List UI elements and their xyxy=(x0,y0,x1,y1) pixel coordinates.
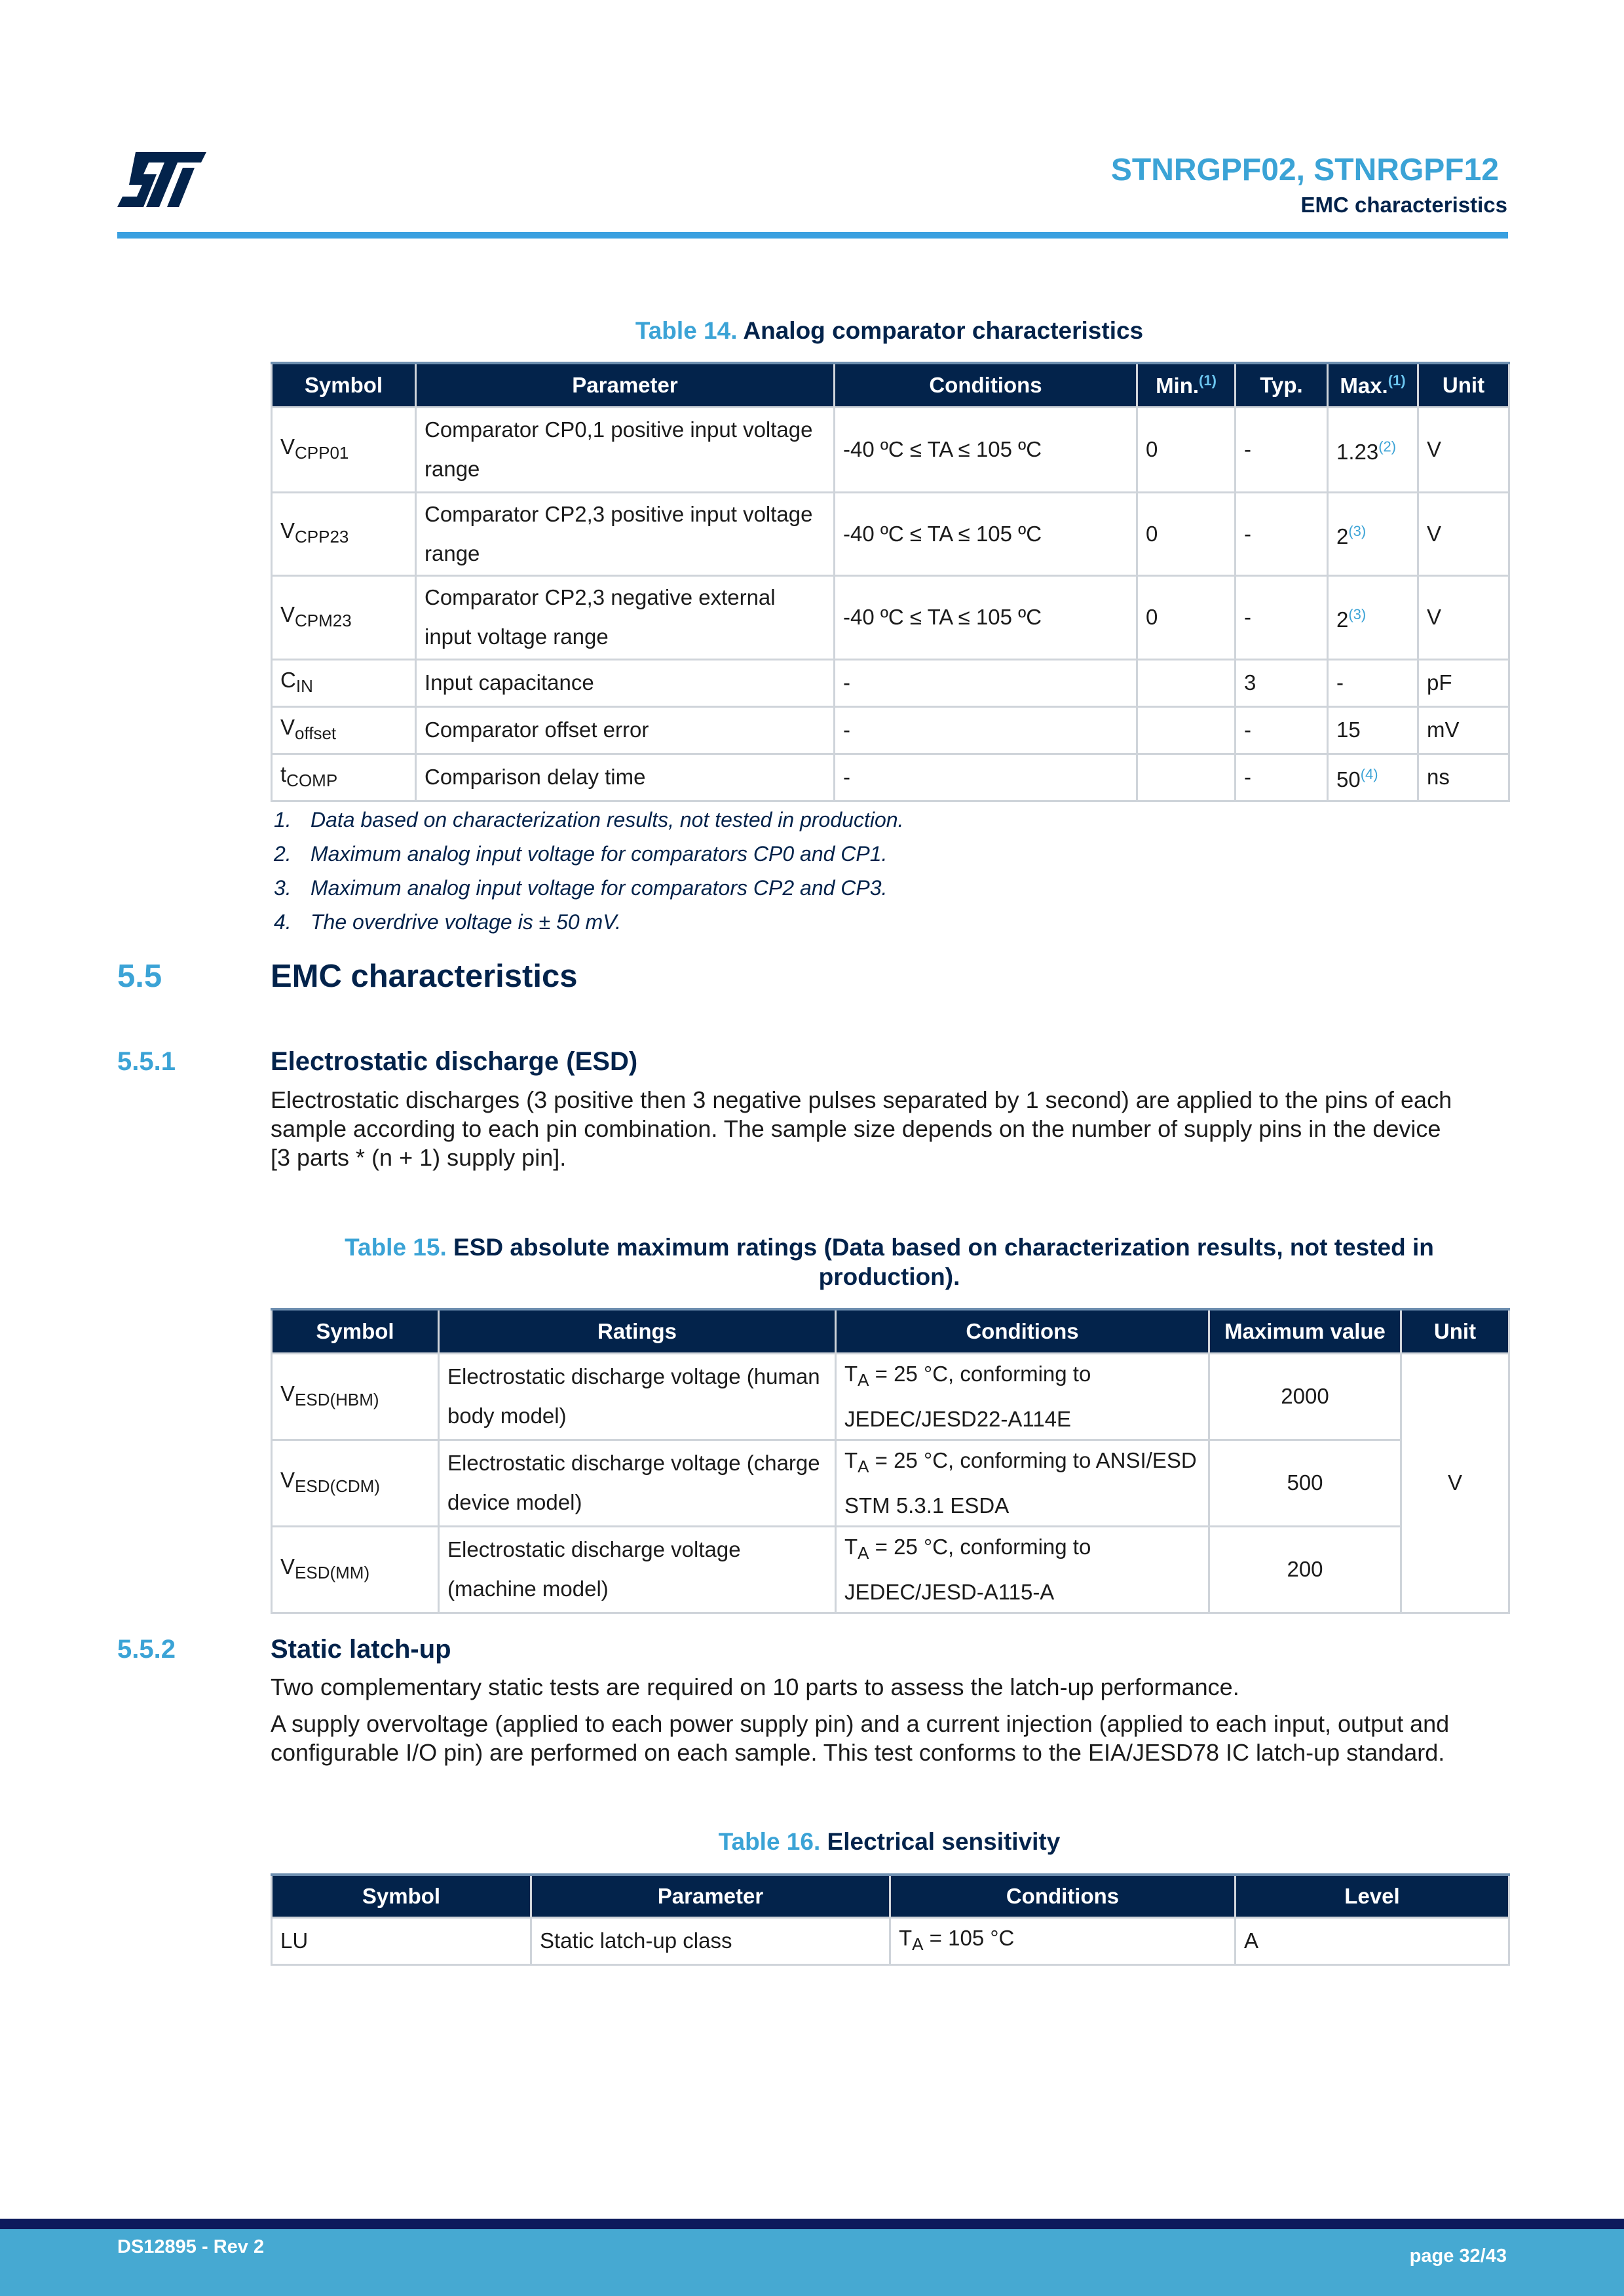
table-cell xyxy=(1328,659,1418,706)
table-cell xyxy=(1418,492,1509,575)
column-header xyxy=(272,363,416,407)
table-cell xyxy=(416,754,835,801)
cell-subscript: ESD(CDM) xyxy=(295,1476,381,1496)
section-title: EMC characteristics xyxy=(271,959,578,994)
table-cell xyxy=(835,575,1137,659)
cell-text: Unit xyxy=(1433,1318,1477,1343)
column-header xyxy=(1418,363,1509,407)
column-header xyxy=(272,1875,531,1917)
table-cell xyxy=(272,659,416,706)
table-cell xyxy=(1209,1526,1401,1613)
cell-text: Input capacitance xyxy=(425,670,594,695)
table-cell xyxy=(1328,754,1418,801)
table-cell xyxy=(835,492,1137,575)
cell-text: Symbol xyxy=(304,372,383,397)
cell-subscript: COMP xyxy=(286,770,338,790)
header-divider xyxy=(117,232,1508,239)
cell-text: C xyxy=(280,667,296,692)
paragraph-line: sample according to each pin combination. The sample size depends on the number of supply pins in the device xyxy=(271,1115,1441,1142)
table-cell xyxy=(439,1440,836,1526)
cell-text: V xyxy=(280,714,295,739)
cell-text: Typ. xyxy=(1260,372,1303,397)
cell-text: Ratings xyxy=(597,1318,677,1343)
cell-text: Min. xyxy=(1156,373,1199,398)
table-cell xyxy=(416,407,835,492)
cell-subscript: A xyxy=(858,1542,869,1563)
cell-text: 1.23 xyxy=(1336,440,1379,464)
cell-text: - xyxy=(1244,718,1251,742)
table-cell xyxy=(416,575,835,659)
table14-footnote xyxy=(274,876,887,900)
table-cell xyxy=(1137,754,1236,801)
footnote-ref: (1) xyxy=(1199,372,1217,389)
table14-caption xyxy=(271,316,1508,345)
table-cell xyxy=(439,1526,836,1613)
section-number: 5.5.1 xyxy=(117,1047,176,1076)
table-row xyxy=(272,492,1509,575)
table-cell xyxy=(1418,659,1509,706)
cell-text: Static latch-up class xyxy=(540,1928,732,1953)
cell-text: V xyxy=(280,518,295,543)
table-cell xyxy=(1137,659,1236,706)
table-cell xyxy=(1418,575,1509,659)
cell-text: Conditions xyxy=(1006,1883,1120,1908)
unit-cell xyxy=(1401,1353,1509,1613)
table-cell xyxy=(1209,1440,1401,1526)
esd-ratings-table xyxy=(271,1308,1510,1614)
table16-caption-number: Table 16. xyxy=(718,1828,821,1855)
cell-text: t xyxy=(280,761,287,786)
cell-text: 2 xyxy=(1336,524,1349,548)
footer-band xyxy=(0,2219,1624,2229)
table-cell xyxy=(1236,754,1328,801)
table-cell xyxy=(1418,407,1509,492)
cell-text: LU xyxy=(280,1928,309,1953)
table14-caption-text: Analog comparator characteristics xyxy=(743,317,1144,344)
paragraph-line: configurable I/O pin) are performed on each sample. This test conforms to the EIA/JESD78 IC latch-up standard. xyxy=(271,1739,1445,1766)
cell-text: V xyxy=(280,1554,295,1578)
cell-text: V xyxy=(280,1467,295,1492)
table-cell xyxy=(1236,575,1328,659)
cell-text: ns xyxy=(1427,765,1450,789)
header-row xyxy=(272,1309,1509,1353)
st-logo xyxy=(117,152,206,207)
document-title: STNRGPF02, STNRGPF12 xyxy=(1110,153,1499,187)
cell-text: Parameter xyxy=(657,1883,764,1908)
column-header xyxy=(1328,363,1418,407)
cell-text-rest: = 25 °C, conforming to JEDEC/JESD22-A114E xyxy=(844,1361,1091,1431)
table-cell xyxy=(1137,407,1236,492)
cell-subscript: A xyxy=(858,1369,869,1390)
table-cell xyxy=(1236,1917,1509,1964)
table-cell xyxy=(1137,492,1236,575)
electrical-sensitivity-table xyxy=(271,1873,1510,1966)
header-row xyxy=(272,363,1509,407)
table-cell xyxy=(272,1440,439,1526)
cell-text-rest: = 25 °C, conforming to ANSI/ESD STM 5.3.1 ESDA xyxy=(844,1447,1197,1518)
cell-text: -40 ºC ≤ TA ≤ 105 ºC xyxy=(843,521,1042,546)
table-row xyxy=(272,659,1509,706)
table-cell xyxy=(1328,492,1418,575)
footnote-number: 1. xyxy=(274,808,292,832)
cell-text: V xyxy=(280,434,295,459)
cell-text: V xyxy=(280,1381,295,1406)
section-number: 5.5 xyxy=(117,959,162,994)
column-header xyxy=(439,1309,836,1353)
footnote-ref: (4) xyxy=(1360,766,1378,782)
table-cell xyxy=(272,1526,439,1613)
cell-text: -40 ºC ≤ TA ≤ 105 ºC xyxy=(843,605,1042,629)
table-cell xyxy=(1418,754,1509,801)
table-cell xyxy=(439,1353,836,1440)
cell-text: Electrostatic discharge voltage (charge device model) xyxy=(447,1451,820,1514)
footnote-ref: (2) xyxy=(1378,438,1397,455)
cell-text: Conditions xyxy=(929,372,1042,397)
cell-text: T xyxy=(844,1361,858,1386)
table-cell xyxy=(272,1353,439,1440)
table-cell xyxy=(1137,575,1236,659)
column-header xyxy=(1137,363,1236,407)
table-cell xyxy=(416,659,835,706)
cell-text: -40 ºC ≤ TA ≤ 105 ºC xyxy=(843,437,1042,461)
section-5-5-heading xyxy=(0,958,1624,997)
table-cell xyxy=(836,1353,1209,1440)
table-cell xyxy=(272,706,416,754)
cell-subscript: CPP01 xyxy=(295,442,349,463)
analog-comparator-table xyxy=(271,362,1510,802)
table16-caption-text: Electrical sensitivity xyxy=(827,1828,1061,1855)
footer-page-number: page 32/43 xyxy=(1409,2246,1507,2267)
cell-text: V xyxy=(1427,437,1442,461)
cell-subscript: A xyxy=(912,1934,924,1954)
cell-text: pF xyxy=(1427,670,1452,695)
table-cell xyxy=(1418,706,1509,754)
column-header xyxy=(1236,1875,1509,1917)
column-header xyxy=(1236,363,1328,407)
column-header xyxy=(890,1875,1236,1917)
table-cell xyxy=(1328,706,1418,754)
table-row xyxy=(272,1917,1509,1964)
cell-text: 2 xyxy=(1336,607,1349,632)
cell-text: Electrostatic discharge voltage (machine model) xyxy=(447,1537,741,1601)
cell-text: T xyxy=(844,1534,858,1559)
table14-footnote xyxy=(274,910,621,934)
table-row xyxy=(272,575,1509,659)
cell-subscript: ESD(HBM) xyxy=(295,1389,379,1409)
table-cell xyxy=(835,659,1137,706)
cell-text: Parameter xyxy=(572,372,678,397)
cell-text: - xyxy=(1336,670,1344,695)
table-row xyxy=(272,407,1509,492)
table-cell xyxy=(1236,659,1328,706)
paragraph-line: [3 parts * (n + 1) supply pin]. xyxy=(271,1144,567,1171)
cell-text: - xyxy=(843,765,850,789)
section-title: Electrostatic discharge (ESD) xyxy=(271,1047,638,1076)
table16-caption xyxy=(271,1827,1508,1856)
footnote-number: 2. xyxy=(274,842,292,866)
footnote-ref: (1) xyxy=(1388,372,1406,389)
table-row xyxy=(272,1353,1509,1440)
table15-caption-line1: ESD absolute maximum ratings (Data based on characterization results, not tested in xyxy=(453,1234,1434,1261)
cell-text: Symbol xyxy=(362,1883,441,1908)
footnote-number: 3. xyxy=(274,876,292,900)
cell-text: T xyxy=(844,1447,858,1472)
footnote-number: 4. xyxy=(274,910,292,934)
cell-text: - xyxy=(843,670,850,695)
table-row xyxy=(272,706,1509,754)
table-cell xyxy=(272,575,416,659)
cell-text: A xyxy=(1244,1928,1259,1953)
header-row xyxy=(272,1875,1509,1917)
cell-text: 15 xyxy=(1336,718,1361,742)
paragraph-line: A supply overvoltage (applied to each power supply pin) and a current injection (applied to each input, output and xyxy=(271,1710,1450,1737)
cell-text: - xyxy=(1244,437,1251,461)
cell-text: Max. xyxy=(1340,373,1388,398)
cell-text: Comparator CP2,3 negative external input voltage range xyxy=(425,585,776,649)
cell-text: Comparator CP0,1 positive input voltage range xyxy=(425,417,813,481)
footnote-text: The overdrive voltage is ± 50 mV. xyxy=(311,910,622,934)
column-header xyxy=(272,1309,439,1353)
table-cell xyxy=(835,407,1137,492)
cell-text: Maximum value xyxy=(1224,1318,1386,1343)
table-cell xyxy=(416,492,835,575)
cell-text-rest: = 105 °C xyxy=(923,1925,1015,1950)
table-row xyxy=(272,754,1509,801)
footnote-text: Maximum analog input voltage for comparators CP0 and CP1. xyxy=(311,842,888,866)
section-5-5-2-heading xyxy=(0,1635,1624,1668)
header-section-title: EMC characteristics xyxy=(1300,193,1507,217)
cell-subscript: IN xyxy=(295,676,313,696)
section-number: 5.5.2 xyxy=(117,1635,176,1664)
table-cell xyxy=(890,1917,1236,1964)
table14-caption-number: Table 14. xyxy=(635,317,738,344)
cell-text: - xyxy=(1244,765,1251,789)
table-cell xyxy=(416,706,835,754)
cell-text: Unit xyxy=(1442,372,1485,397)
table-row xyxy=(272,1440,1509,1526)
table-row xyxy=(272,1526,1509,1613)
table-cell xyxy=(272,754,416,801)
cell-text: Electrostatic discharge voltage (human body model) xyxy=(447,1364,820,1428)
table-cell xyxy=(531,1917,890,1964)
cell-text: 500 xyxy=(1287,1470,1323,1495)
table15-caption xyxy=(271,1233,1508,1292)
cell-text-rest: = 25 °C, conforming to JEDEC/JESD-A115-A xyxy=(844,1534,1091,1604)
footnote-ref: (3) xyxy=(1348,522,1367,539)
section-5-5-1-heading xyxy=(0,1047,1624,1080)
cell-text: - xyxy=(843,718,850,742)
cell-text: Symbol xyxy=(316,1318,394,1343)
cell-text: Comparator CP2,3 positive input voltage range xyxy=(425,501,813,565)
esd-paragraph xyxy=(271,1086,1515,1172)
footnote-text: Maximum analog input voltage for comparators CP2 and CP3. xyxy=(311,876,888,900)
cell-subscript: CPP23 xyxy=(295,527,349,546)
cell-text: 0 xyxy=(1146,521,1158,546)
table14-footnote xyxy=(274,842,887,866)
cell-text: 200 xyxy=(1287,1557,1323,1581)
column-header xyxy=(836,1309,1209,1353)
footnote-text: Data based on characterization results, not tested in production. xyxy=(311,808,904,832)
latchup-paragraph-1: Two complementary static tests are required on 10 parts to assess the latch-up performance. xyxy=(271,1674,1239,1700)
table15-caption-line2: production). xyxy=(818,1263,960,1290)
column-header xyxy=(416,363,835,407)
table-cell xyxy=(1328,575,1418,659)
table-cell xyxy=(1137,706,1236,754)
cell-text: V xyxy=(1447,1470,1462,1495)
table-cell xyxy=(1209,1353,1401,1440)
cell-text: 3 xyxy=(1244,670,1256,695)
footer-doc-id: DS12895 - Rev 2 xyxy=(117,2236,265,2257)
cell-text: 0 xyxy=(1146,437,1158,461)
cell-text: Comparison delay time xyxy=(425,765,646,789)
cell-subscript: ESD(MM) xyxy=(295,1562,370,1582)
table-cell xyxy=(1328,407,1418,492)
cell-text: Level xyxy=(1344,1883,1400,1908)
table-cell xyxy=(835,754,1137,801)
column-header xyxy=(1209,1309,1401,1353)
cell-text: 50 xyxy=(1336,767,1361,792)
cell-subscript: CPM23 xyxy=(295,610,352,630)
section-title: Static latch-up xyxy=(271,1635,451,1664)
table14-footnote xyxy=(274,808,903,832)
table-cell xyxy=(272,492,416,575)
table-cell xyxy=(272,1917,531,1964)
cell-text: Conditions xyxy=(966,1318,1079,1343)
table-cell xyxy=(836,1440,1209,1526)
table15-caption-number: Table 15. xyxy=(345,1234,447,1261)
cell-text: mV xyxy=(1427,718,1460,742)
cell-text: V xyxy=(1427,605,1442,629)
cell-text: T xyxy=(899,1925,913,1950)
cell-subscript: A xyxy=(858,1456,869,1476)
table-cell xyxy=(1236,706,1328,754)
cell-text: V xyxy=(280,602,295,626)
latchup-paragraph-2 xyxy=(271,1710,1515,1767)
table-cell xyxy=(1236,407,1328,492)
table-cell xyxy=(1236,492,1328,575)
paragraph-line: Electrostatic discharges (3 positive then 3 negative pulses separated by 1 second) are applied to the pins of each xyxy=(271,1086,1452,1113)
table-cell xyxy=(836,1526,1209,1613)
footnote-ref: (3) xyxy=(1348,606,1367,622)
table-cell xyxy=(835,706,1137,754)
cell-text: 2000 xyxy=(1281,1384,1329,1408)
table-cell xyxy=(272,407,416,492)
column-header xyxy=(835,363,1137,407)
cell-text: Comparator offset error xyxy=(425,718,649,742)
column-header xyxy=(531,1875,890,1917)
cell-text: 0 xyxy=(1146,605,1158,629)
cell-text: V xyxy=(1427,521,1442,546)
column-header xyxy=(1401,1309,1509,1353)
cell-text: - xyxy=(1244,605,1251,629)
cell-text: - xyxy=(1244,521,1251,546)
cell-subscript: offset xyxy=(295,723,337,743)
